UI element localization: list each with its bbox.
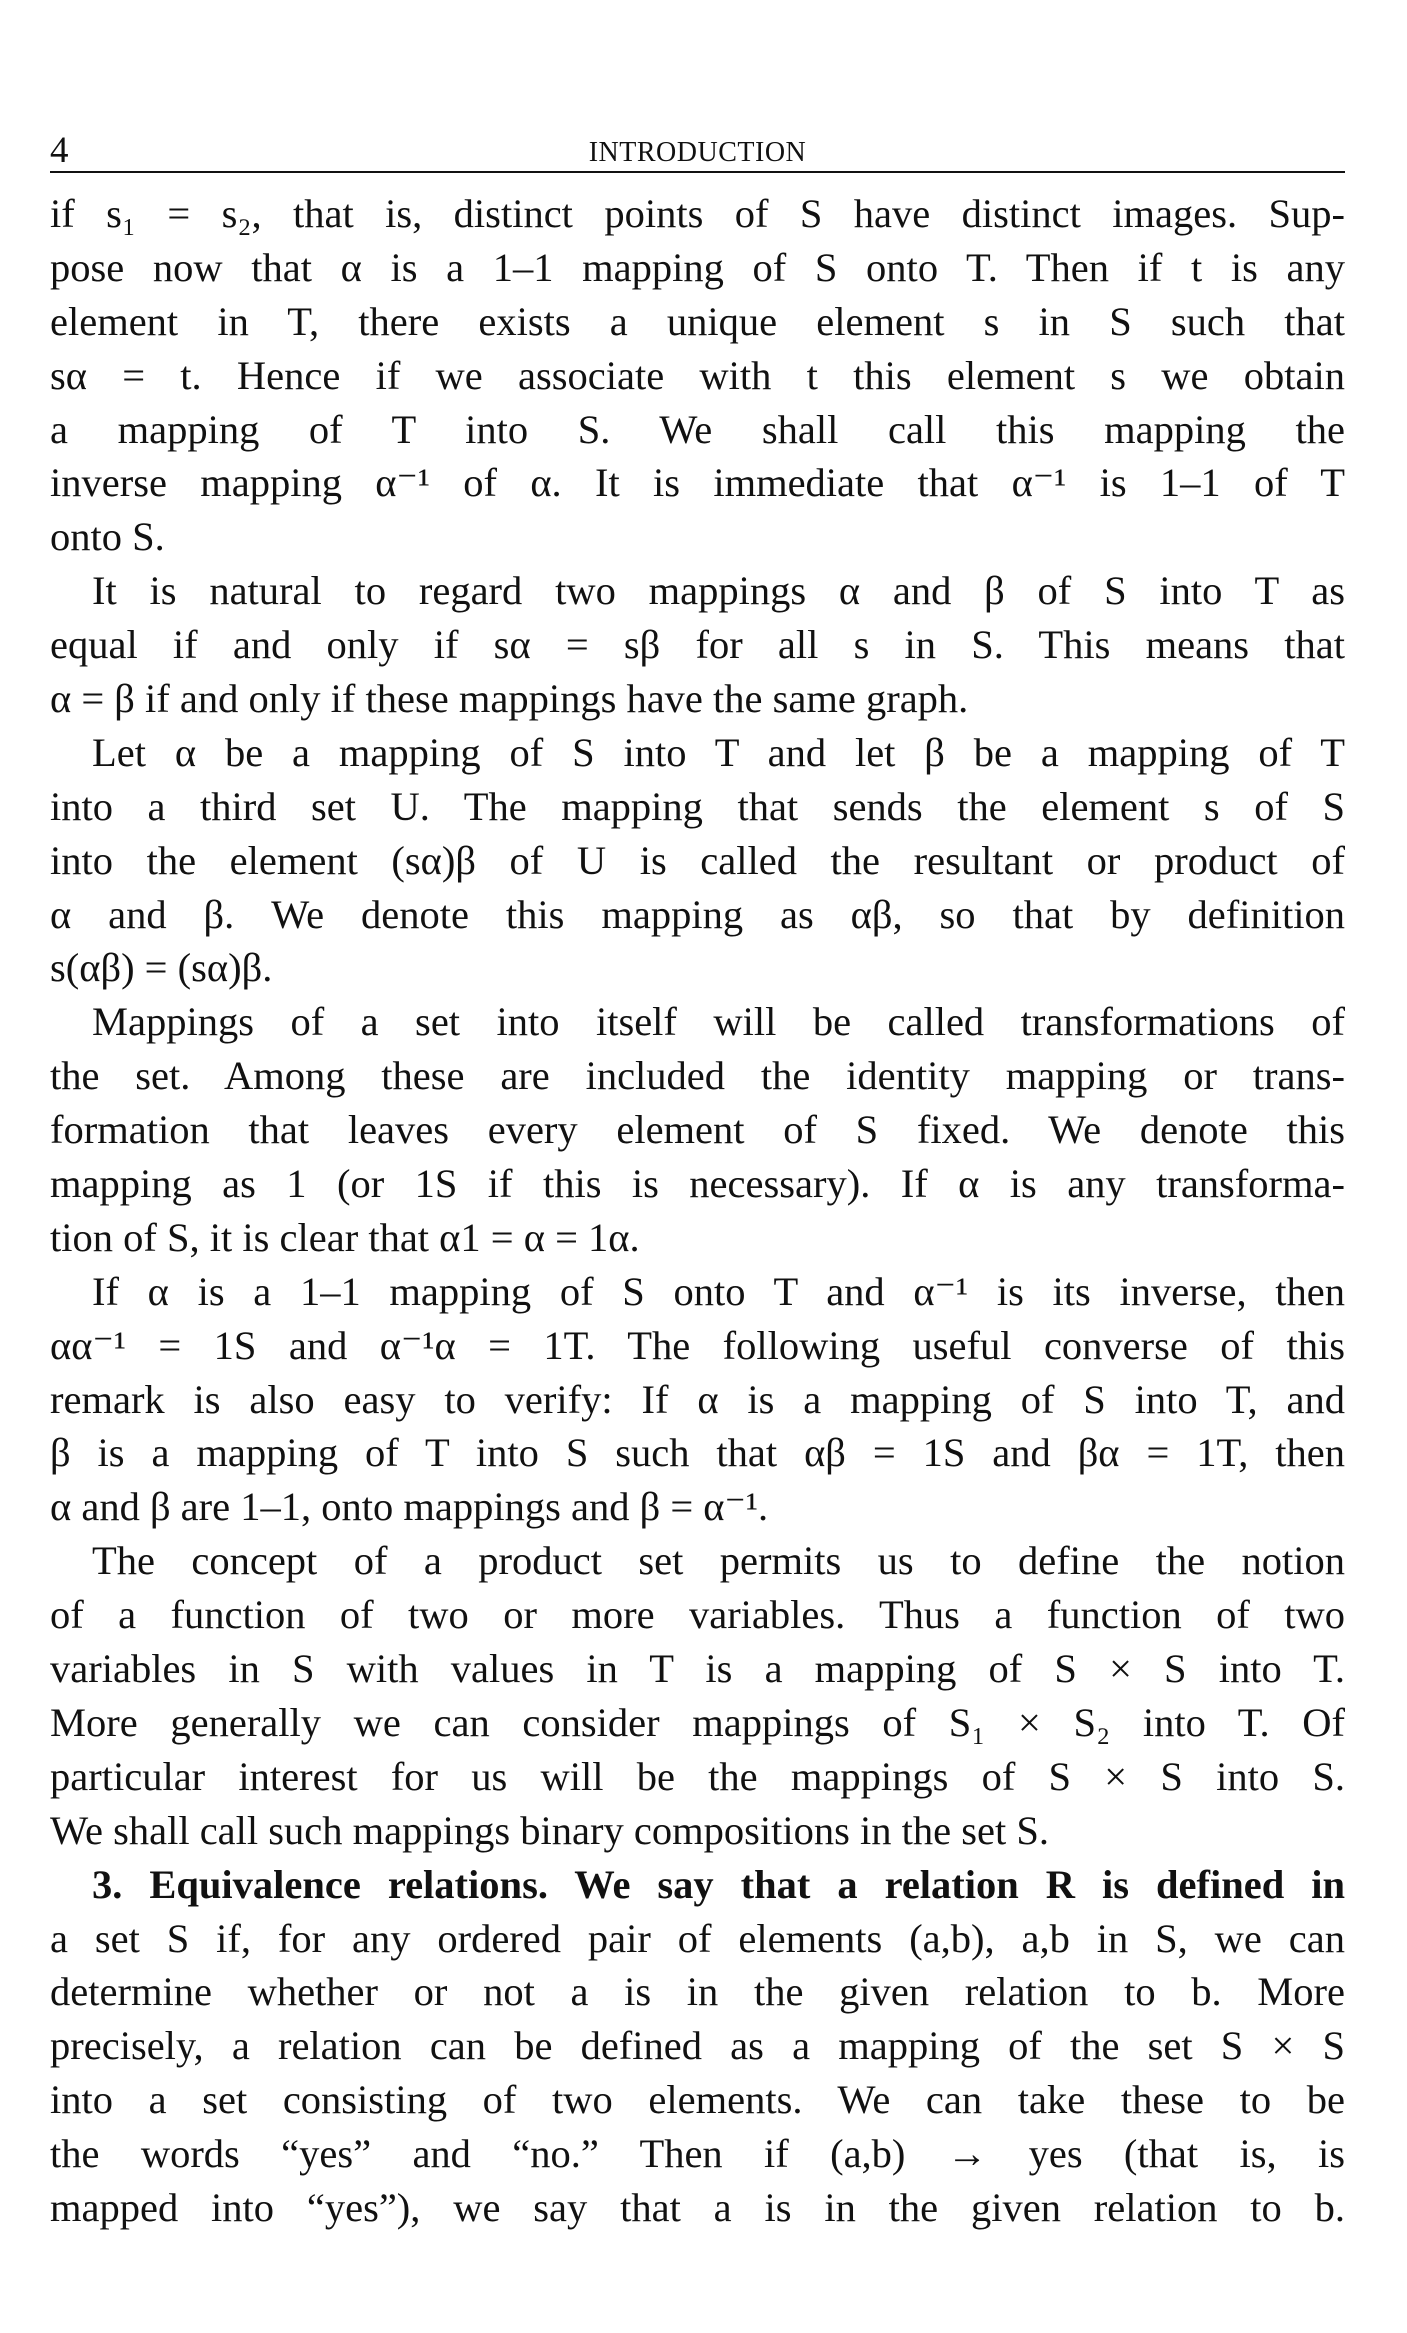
text-line: α = β if and only if these mappings have the same graph. (50, 676, 969, 722)
text-line: formation that leaves every element of S fixed. We denote this (50, 1107, 1345, 1153)
text-line: the words “yes” and “no.” Then if (a,b) → yes (that is, is (50, 2131, 1345, 2177)
book-page (50, 125, 1345, 2235)
paragraph-start-line: It is natural to regard two mappings α and β of S into T as (92, 568, 1345, 614)
text-line: if s₁ = s₂, that is, distinct points of S have distinct images. Sup- (50, 191, 1345, 236)
text-line: αα⁻¹ = 1S and α⁻¹α = 1T. The following useful converse of this (50, 1322, 1345, 1368)
paragraph-start-line: Mappings of a set into itself will be called transformations of (92, 999, 1345, 1045)
text-line: tion of S, it is clear that α1 = α = 1α. (50, 1214, 640, 1260)
text-line: into the element (sα)β of U is called the resultant or product of (50, 837, 1345, 883)
paragraph-start-line: The concept of a product set permits us to define the notion (92, 1538, 1345, 1584)
text-line: β is a mapping of T into S such that αβ = 1S and βα = 1T, then (50, 1430, 1345, 1476)
text-line: pose now that α is a 1–1 mapping of S onto T. Then if t is any (50, 244, 1345, 290)
text-line: element in T, there exists a unique element s in S such that (50, 298, 1345, 344)
text-line: α and β are 1–1, onto mappings and β = α⁻¹. (50, 1484, 769, 1530)
text-line: We shall call such mappings binary compositions in the set S. (50, 1807, 1049, 1853)
text-line: particular interest for us will be the mappings of S × S into S. (50, 1753, 1345, 1799)
text-line: into a third set U. The mapping that sends the element s of S (50, 783, 1345, 829)
paragraph-start-line: If α is a 1–1 mapping of S onto T and α⁻¹ is its inverse, then (92, 1268, 1345, 1314)
page-number: 4 (50, 130, 69, 171)
text-line: variables in S with values in T is a mapping of S × S into T. (50, 1646, 1345, 1692)
text-line: into a set consisting of two elements. We can take these to be (50, 2077, 1345, 2123)
text-line: More generally we can consider mappings of S₁ × S₂ into T. Of (50, 1699, 1345, 1745)
text-line: equal if and only if sα = sβ for all s in S. This means that (50, 622, 1345, 668)
text-line: a set S if, for any ordered pair of elements (a,b), a,b in S, we can (50, 1915, 1345, 1961)
text-line: precisely, a relation can be defined as a mapping of the set S × S (50, 2023, 1345, 2069)
section-heading-line: 3. Equivalence relations. We say that a relation R is defined in (92, 1861, 1345, 1907)
text-line: mapping as 1 (or 1S if this is necessary). If α is any transforma- (50, 1161, 1345, 1207)
text-line: the set. Among these are included the identity mapping or trans- (50, 1053, 1345, 1099)
text-line: α and β. We denote this mapping as αβ, so that by definition (50, 891, 1345, 937)
text-line: s(αβ) = (sα)β. (50, 945, 273, 991)
page-header (50, 125, 1345, 173)
text-line: mapped into “yes”), we say that a is in the given relation to b. (50, 2184, 1345, 2230)
text-line: remark is also easy to verify: If α is a mapping of S into T, and (50, 1376, 1345, 1422)
text-line: determine whether or not a is in the given relation to b. More (50, 1969, 1345, 2015)
page-body (50, 187, 1345, 2235)
text-line: onto S. (50, 514, 165, 560)
running-head: INTRODUCTION (588, 137, 807, 168)
text-line: a mapping of T into S. We shall call this mapping the (50, 406, 1345, 452)
text-line: inverse mapping α⁻¹ of α. It is immediate that α⁻¹ is 1–1 of T (50, 460, 1345, 506)
paragraph-start-line: Let α be a mapping of S into T and let β be a mapping of T (92, 729, 1345, 775)
text-line: sα = t. Hence if we associate with t this element s we obtain (50, 352, 1345, 398)
text-line: of a function of two or more variables. Thus a function of two (50, 1592, 1345, 1638)
